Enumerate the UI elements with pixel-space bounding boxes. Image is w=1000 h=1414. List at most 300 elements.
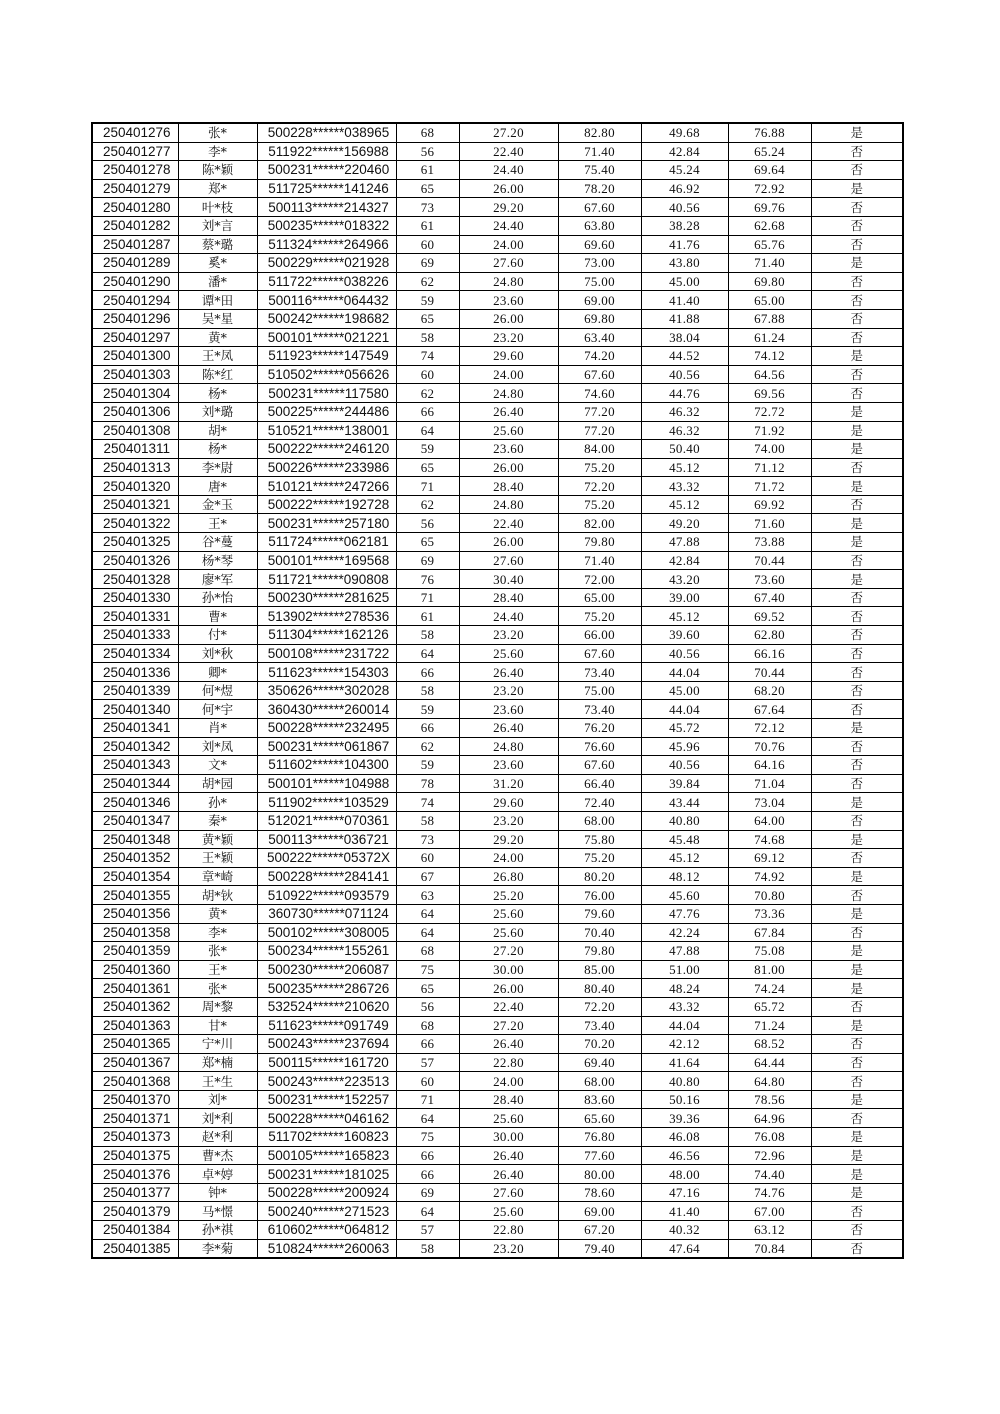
name-cell: 杨* — [178, 440, 257, 459]
score-raw-cell: 61 — [396, 161, 459, 180]
table-row — [92, 1090, 903, 1109]
score-weighted-a-cell: 27.20 — [459, 1016, 558, 1035]
score-weighted-a-cell: 24.40 — [459, 607, 558, 626]
score-weighted-b-cell: 47.76 — [641, 904, 728, 923]
name-cell: 文* — [178, 756, 257, 775]
score-weighted-a-cell: 27.60 — [459, 551, 558, 570]
score-raw-cell: 64 — [396, 1202, 459, 1221]
total-score-cell: 71.12 — [728, 458, 811, 477]
qualified-cell: 否 — [811, 626, 903, 645]
score-weighted-b-cell: 41.64 — [641, 1053, 728, 1072]
table-row — [92, 1183, 903, 1202]
table-row — [92, 291, 903, 310]
total-score-cell: 73.04 — [728, 793, 811, 812]
name-cell: 王*颖 — [178, 849, 257, 868]
id-card-cell: 511922******156988 — [257, 142, 396, 161]
exam-number-cell: 250401297 — [92, 328, 178, 347]
score-b-cell: 65.60 — [558, 1109, 641, 1128]
score-weighted-a-cell: 23.20 — [459, 1239, 558, 1258]
qualified-cell: 否 — [811, 700, 903, 719]
exam-number-cell: 250401377 — [92, 1183, 178, 1202]
score-raw-cell: 66 — [396, 1165, 459, 1184]
score-raw-cell: 60 — [396, 1072, 459, 1091]
table-row — [92, 328, 903, 347]
total-score-cell: 62.68 — [728, 216, 811, 235]
total-score-cell: 72.72 — [728, 402, 811, 421]
name-cell: 谷*蔓 — [178, 533, 257, 552]
name-cell: 王* — [178, 514, 257, 533]
score-weighted-b-cell: 48.00 — [641, 1165, 728, 1184]
score-weighted-b-cell: 43.32 — [641, 477, 728, 496]
total-score-cell: 70.80 — [728, 886, 811, 905]
score-weighted-a-cell: 26.00 — [459, 533, 558, 552]
table-row — [92, 681, 903, 700]
qualified-cell: 否 — [811, 1035, 903, 1054]
score-weighted-b-cell: 46.08 — [641, 1128, 728, 1147]
id-card-cell: 512021******070361 — [257, 811, 396, 830]
name-cell: 刘*言 — [178, 216, 257, 235]
total-score-cell: 64.96 — [728, 1109, 811, 1128]
qualified-cell: 是 — [811, 1165, 903, 1184]
table-row — [92, 254, 903, 273]
score-weighted-a-cell: 24.80 — [459, 384, 558, 403]
score-b-cell: 77.20 — [558, 421, 641, 440]
table-row — [92, 719, 903, 738]
score-raw-cell: 60 — [396, 235, 459, 254]
score-weighted-a-cell: 24.80 — [459, 272, 558, 291]
name-cell: 郑*楠 — [178, 1053, 257, 1072]
total-score-cell: 64.00 — [728, 811, 811, 830]
table-row — [92, 458, 903, 477]
total-score-cell: 65.24 — [728, 142, 811, 161]
name-cell: 刘* — [178, 1090, 257, 1109]
score-weighted-b-cell: 45.24 — [641, 161, 728, 180]
score-raw-cell: 64 — [396, 923, 459, 942]
score-weighted-a-cell: 27.60 — [459, 254, 558, 273]
score-b-cell: 80.20 — [558, 867, 641, 886]
score-raw-cell: 63 — [396, 886, 459, 905]
exam-number-cell: 250401330 — [92, 588, 178, 607]
qualified-cell: 否 — [811, 774, 903, 793]
score-weighted-b-cell: 42.24 — [641, 923, 728, 942]
exam-number-cell: 250401373 — [92, 1128, 178, 1147]
total-score-cell: 69.92 — [728, 495, 811, 514]
score-weighted-a-cell: 29.20 — [459, 198, 558, 217]
score-weighted-a-cell: 26.00 — [459, 458, 558, 477]
table-row — [92, 867, 903, 886]
qualified-cell: 是 — [811, 1128, 903, 1147]
score-b-cell: 78.20 — [558, 179, 641, 198]
score-weighted-b-cell: 49.20 — [641, 514, 728, 533]
score-weighted-a-cell: 26.40 — [459, 402, 558, 421]
score-raw-cell: 56 — [396, 142, 459, 161]
score-b-cell: 70.20 — [558, 1035, 641, 1054]
score-weighted-a-cell: 25.60 — [459, 644, 558, 663]
qualified-cell: 否 — [811, 923, 903, 942]
table-row — [92, 142, 903, 161]
id-card-cell: 500230******206087 — [257, 960, 396, 979]
qualified-cell: 是 — [811, 942, 903, 961]
score-raw-cell: 71 — [396, 1090, 459, 1109]
score-weighted-b-cell: 45.12 — [641, 495, 728, 514]
score-weighted-b-cell: 45.72 — [641, 719, 728, 738]
qualified-cell: 是 — [811, 830, 903, 849]
score-weighted-b-cell: 42.84 — [641, 142, 728, 161]
id-card-cell: 500231******061867 — [257, 737, 396, 756]
score-b-cell: 75.20 — [558, 458, 641, 477]
score-b-cell: 73.00 — [558, 254, 641, 273]
table-row — [92, 551, 903, 570]
total-score-cell: 66.16 — [728, 644, 811, 663]
score-raw-cell: 61 — [396, 216, 459, 235]
qualified-cell: 否 — [811, 495, 903, 514]
score-weighted-b-cell: 43.44 — [641, 793, 728, 812]
score-raw-cell: 65 — [396, 309, 459, 328]
exam-number-cell: 250401352 — [92, 849, 178, 868]
qualified-cell: 否 — [811, 1202, 903, 1221]
table-row — [92, 960, 903, 979]
score-weighted-a-cell: 24.40 — [459, 216, 558, 235]
score-raw-cell: 66 — [396, 1035, 459, 1054]
score-b-cell: 74.20 — [558, 347, 641, 366]
qualified-cell: 是 — [811, 1183, 903, 1202]
qualified-cell: 否 — [811, 1221, 903, 1240]
id-card-cell: 532524******210620 — [257, 997, 396, 1016]
score-b-cell: 65.00 — [558, 588, 641, 607]
total-score-cell: 74.12 — [728, 347, 811, 366]
table-row — [92, 942, 903, 961]
score-b-cell: 75.20 — [558, 849, 641, 868]
score-raw-cell: 59 — [396, 440, 459, 459]
table-row — [92, 1221, 903, 1240]
exam-number-cell: 250401280 — [92, 198, 178, 217]
table-row — [92, 644, 903, 663]
total-score-cell: 64.56 — [728, 365, 811, 384]
id-card-cell: 513902******278536 — [257, 607, 396, 626]
exam-number-cell: 250401368 — [92, 1072, 178, 1091]
table-row — [92, 570, 903, 589]
score-weighted-a-cell: 28.40 — [459, 477, 558, 496]
score-raw-cell: 74 — [396, 793, 459, 812]
score-weighted-b-cell: 45.12 — [641, 607, 728, 626]
score-raw-cell: 67 — [396, 867, 459, 886]
score-weighted-b-cell: 40.56 — [641, 756, 728, 775]
score-b-cell: 67.60 — [558, 365, 641, 384]
qualified-cell: 是 — [811, 904, 903, 923]
results-table-body — [92, 123, 903, 1258]
id-card-cell: 500228******232495 — [257, 719, 396, 738]
id-card-cell: 500226******233986 — [257, 458, 396, 477]
score-b-cell: 63.80 — [558, 216, 641, 235]
score-weighted-b-cell: 47.88 — [641, 533, 728, 552]
score-b-cell: 72.40 — [558, 793, 641, 812]
qualified-cell: 否 — [811, 142, 903, 161]
id-card-cell: 500116******064432 — [257, 291, 396, 310]
table-row — [92, 123, 903, 142]
qualified-cell: 否 — [811, 849, 903, 868]
exam-number-cell: 250401347 — [92, 811, 178, 830]
exam-number-cell: 250401321 — [92, 495, 178, 514]
id-card-cell: 510824******260063 — [257, 1239, 396, 1258]
qualified-cell: 否 — [811, 235, 903, 254]
total-score-cell: 73.60 — [728, 570, 811, 589]
score-raw-cell: 68 — [396, 1016, 459, 1035]
name-cell: 刘*秋 — [178, 644, 257, 663]
qualified-cell: 是 — [811, 402, 903, 421]
qualified-cell: 是 — [811, 793, 903, 812]
qualified-cell: 否 — [811, 997, 903, 1016]
score-raw-cell: 62 — [396, 495, 459, 514]
id-card-cell: 511721******090808 — [257, 570, 396, 589]
exam-number-cell: 250401365 — [92, 1035, 178, 1054]
score-weighted-b-cell: 39.00 — [641, 588, 728, 607]
qualified-cell: 否 — [811, 607, 903, 626]
score-weighted-b-cell: 42.84 — [641, 551, 728, 570]
id-card-cell: 500230******281625 — [257, 588, 396, 607]
score-weighted-b-cell: 50.16 — [641, 1090, 728, 1109]
score-weighted-b-cell: 39.36 — [641, 1109, 728, 1128]
exam-number-cell: 250401289 — [92, 254, 178, 273]
table-row — [92, 1072, 903, 1091]
name-cell: 黄* — [178, 328, 257, 347]
name-cell: 叶*枝 — [178, 198, 257, 217]
name-cell: 何*宇 — [178, 700, 257, 719]
score-raw-cell: 73 — [396, 198, 459, 217]
score-weighted-b-cell: 45.48 — [641, 830, 728, 849]
score-raw-cell: 65 — [396, 533, 459, 552]
table-row — [92, 1109, 903, 1128]
id-card-cell: 360730******071124 — [257, 904, 396, 923]
score-weighted-a-cell: 24.80 — [459, 495, 558, 514]
table-row — [92, 514, 903, 533]
exam-number-cell: 250401340 — [92, 700, 178, 719]
score-weighted-b-cell: 45.00 — [641, 681, 728, 700]
score-weighted-b-cell: 40.80 — [641, 1072, 728, 1091]
name-cell: 胡*园 — [178, 774, 257, 793]
exam-number-cell: 250401359 — [92, 942, 178, 961]
table-row — [92, 997, 903, 1016]
name-cell: 郑* — [178, 179, 257, 198]
score-weighted-b-cell: 45.12 — [641, 458, 728, 477]
score-b-cell: 69.40 — [558, 1053, 641, 1072]
exam-number-cell: 250401300 — [92, 347, 178, 366]
score-raw-cell: 65 — [396, 458, 459, 477]
score-weighted-a-cell: 23.60 — [459, 440, 558, 459]
total-score-cell: 78.56 — [728, 1090, 811, 1109]
total-score-cell: 70.44 — [728, 551, 811, 570]
total-score-cell: 67.84 — [728, 923, 811, 942]
score-raw-cell: 75 — [396, 1128, 459, 1147]
score-raw-cell: 59 — [396, 700, 459, 719]
score-weighted-b-cell: 47.64 — [641, 1239, 728, 1258]
score-weighted-a-cell: 23.20 — [459, 681, 558, 700]
total-score-cell: 69.56 — [728, 384, 811, 403]
score-b-cell: 79.60 — [558, 904, 641, 923]
score-raw-cell: 69 — [396, 254, 459, 273]
total-score-cell: 74.92 — [728, 867, 811, 886]
id-card-cell: 510521******138001 — [257, 421, 396, 440]
name-cell: 杨* — [178, 384, 257, 403]
name-cell: 肖* — [178, 719, 257, 738]
score-weighted-b-cell: 45.12 — [641, 849, 728, 868]
score-b-cell: 66.40 — [558, 774, 641, 793]
score-raw-cell: 68 — [396, 942, 459, 961]
table-row — [92, 607, 903, 626]
score-b-cell: 77.60 — [558, 1146, 641, 1165]
score-raw-cell: 61 — [396, 607, 459, 626]
score-raw-cell: 59 — [396, 291, 459, 310]
exam-number-cell: 250401304 — [92, 384, 178, 403]
exam-number-cell: 250401290 — [92, 272, 178, 291]
exam-number-cell: 250401279 — [92, 179, 178, 198]
total-score-cell: 69.80 — [728, 272, 811, 291]
score-b-cell: 72.20 — [558, 997, 641, 1016]
id-card-cell: 510922******093579 — [257, 886, 396, 905]
total-score-cell: 65.76 — [728, 235, 811, 254]
exam-number-cell: 250401334 — [92, 644, 178, 663]
total-score-cell: 74.24 — [728, 979, 811, 998]
table-row — [92, 737, 903, 756]
qualified-cell: 否 — [811, 737, 903, 756]
score-weighted-a-cell: 29.20 — [459, 830, 558, 849]
score-b-cell: 79.80 — [558, 533, 641, 552]
score-weighted-a-cell: 30.40 — [459, 570, 558, 589]
id-card-cell: 500113******036721 — [257, 830, 396, 849]
score-raw-cell: 74 — [396, 347, 459, 366]
score-weighted-a-cell: 24.00 — [459, 365, 558, 384]
score-b-cell: 70.40 — [558, 923, 641, 942]
table-row — [92, 923, 903, 942]
id-card-cell: 350626******302028 — [257, 681, 396, 700]
name-cell: 付* — [178, 626, 257, 645]
score-raw-cell: 73 — [396, 830, 459, 849]
qualified-cell: 否 — [811, 811, 903, 830]
exam-number-cell: 250401375 — [92, 1146, 178, 1165]
qualified-cell: 否 — [811, 886, 903, 905]
name-cell: 黄* — [178, 904, 257, 923]
score-raw-cell: 64 — [396, 904, 459, 923]
name-cell: 张* — [178, 123, 257, 142]
name-cell: 钟* — [178, 1183, 257, 1202]
name-cell: 陈*颖 — [178, 161, 257, 180]
score-b-cell: 74.60 — [558, 384, 641, 403]
total-score-cell: 64.80 — [728, 1072, 811, 1091]
table-row — [92, 179, 903, 198]
total-score-cell: 63.12 — [728, 1221, 811, 1240]
id-card-cell: 511324******264966 — [257, 235, 396, 254]
score-weighted-a-cell: 26.00 — [459, 979, 558, 998]
qualified-cell: 是 — [811, 254, 903, 273]
score-raw-cell: 58 — [396, 681, 459, 700]
name-cell: 刘*璐 — [178, 402, 257, 421]
table-row — [92, 309, 903, 328]
score-raw-cell: 71 — [396, 477, 459, 496]
score-weighted-a-cell: 24.00 — [459, 849, 558, 868]
total-score-cell: 61.24 — [728, 328, 811, 347]
score-weighted-a-cell: 24.00 — [459, 1072, 558, 1091]
score-weighted-b-cell: 45.00 — [641, 272, 728, 291]
score-weighted-a-cell: 26.40 — [459, 1035, 558, 1054]
score-b-cell: 69.00 — [558, 1202, 641, 1221]
score-weighted-b-cell: 48.24 — [641, 979, 728, 998]
total-score-cell: 71.92 — [728, 421, 811, 440]
score-raw-cell: 58 — [396, 811, 459, 830]
score-weighted-a-cell: 28.40 — [459, 1090, 558, 1109]
table-row — [92, 830, 903, 849]
score-raw-cell: 71 — [396, 588, 459, 607]
id-card-cell: 500228******046162 — [257, 1109, 396, 1128]
name-cell: 胡*钬 — [178, 886, 257, 905]
exam-number-cell: 250401370 — [92, 1090, 178, 1109]
exam-number-cell: 250401277 — [92, 142, 178, 161]
qualified-cell: 否 — [811, 681, 903, 700]
score-weighted-b-cell: 46.92 — [641, 179, 728, 198]
exam-number-cell: 250401331 — [92, 607, 178, 626]
table-row — [92, 626, 903, 645]
total-score-cell: 76.88 — [728, 123, 811, 142]
total-score-cell: 72.92 — [728, 179, 811, 198]
score-raw-cell: 76 — [396, 570, 459, 589]
score-b-cell: 68.00 — [558, 1072, 641, 1091]
qualified-cell: 否 — [811, 644, 903, 663]
qualified-cell: 否 — [811, 663, 903, 682]
table-row — [92, 216, 903, 235]
id-card-cell: 511702******160823 — [257, 1128, 396, 1147]
table-row — [92, 477, 903, 496]
name-cell: 何*煜 — [178, 681, 257, 700]
score-b-cell: 75.40 — [558, 161, 641, 180]
score-raw-cell: 56 — [396, 514, 459, 533]
score-b-cell: 67.60 — [558, 756, 641, 775]
name-cell: 宁*川 — [178, 1035, 257, 1054]
name-cell: 秦* — [178, 811, 257, 830]
score-weighted-a-cell: 22.80 — [459, 1221, 558, 1240]
id-card-cell: 511725******141246 — [257, 179, 396, 198]
qualified-cell: 是 — [811, 347, 903, 366]
exam-number-cell: 250401346 — [92, 793, 178, 812]
id-card-cell: 500222******246120 — [257, 440, 396, 459]
id-card-cell: 500229******021928 — [257, 254, 396, 273]
score-weighted-a-cell: 23.60 — [459, 291, 558, 310]
name-cell: 孙* — [178, 793, 257, 812]
id-card-cell: 500222******192728 — [257, 495, 396, 514]
total-score-cell: 71.60 — [728, 514, 811, 533]
score-weighted-a-cell: 29.60 — [459, 347, 558, 366]
exam-number-cell: 250401348 — [92, 830, 178, 849]
table-row — [92, 402, 903, 421]
name-cell: 杨*琴 — [178, 551, 257, 570]
score-weighted-a-cell: 26.00 — [459, 179, 558, 198]
score-weighted-b-cell: 47.88 — [641, 942, 728, 961]
table-row — [92, 161, 903, 180]
exam-number-cell: 250401276 — [92, 123, 178, 142]
qualified-cell: 否 — [811, 198, 903, 217]
exam-number-cell: 250401385 — [92, 1239, 178, 1258]
id-card-cell: 500115******161720 — [257, 1053, 396, 1072]
table-row — [92, 700, 903, 719]
score-weighted-b-cell: 40.32 — [641, 1221, 728, 1240]
score-raw-cell: 64 — [396, 421, 459, 440]
table-row — [92, 756, 903, 775]
score-raw-cell: 68 — [396, 123, 459, 142]
qualified-cell: 否 — [811, 384, 903, 403]
score-weighted-b-cell: 45.60 — [641, 886, 728, 905]
total-score-cell: 64.44 — [728, 1053, 811, 1072]
table-row — [92, 440, 903, 459]
id-card-cell: 511902******103529 — [257, 793, 396, 812]
score-weighted-b-cell: 40.56 — [641, 644, 728, 663]
score-weighted-a-cell: 31.20 — [459, 774, 558, 793]
